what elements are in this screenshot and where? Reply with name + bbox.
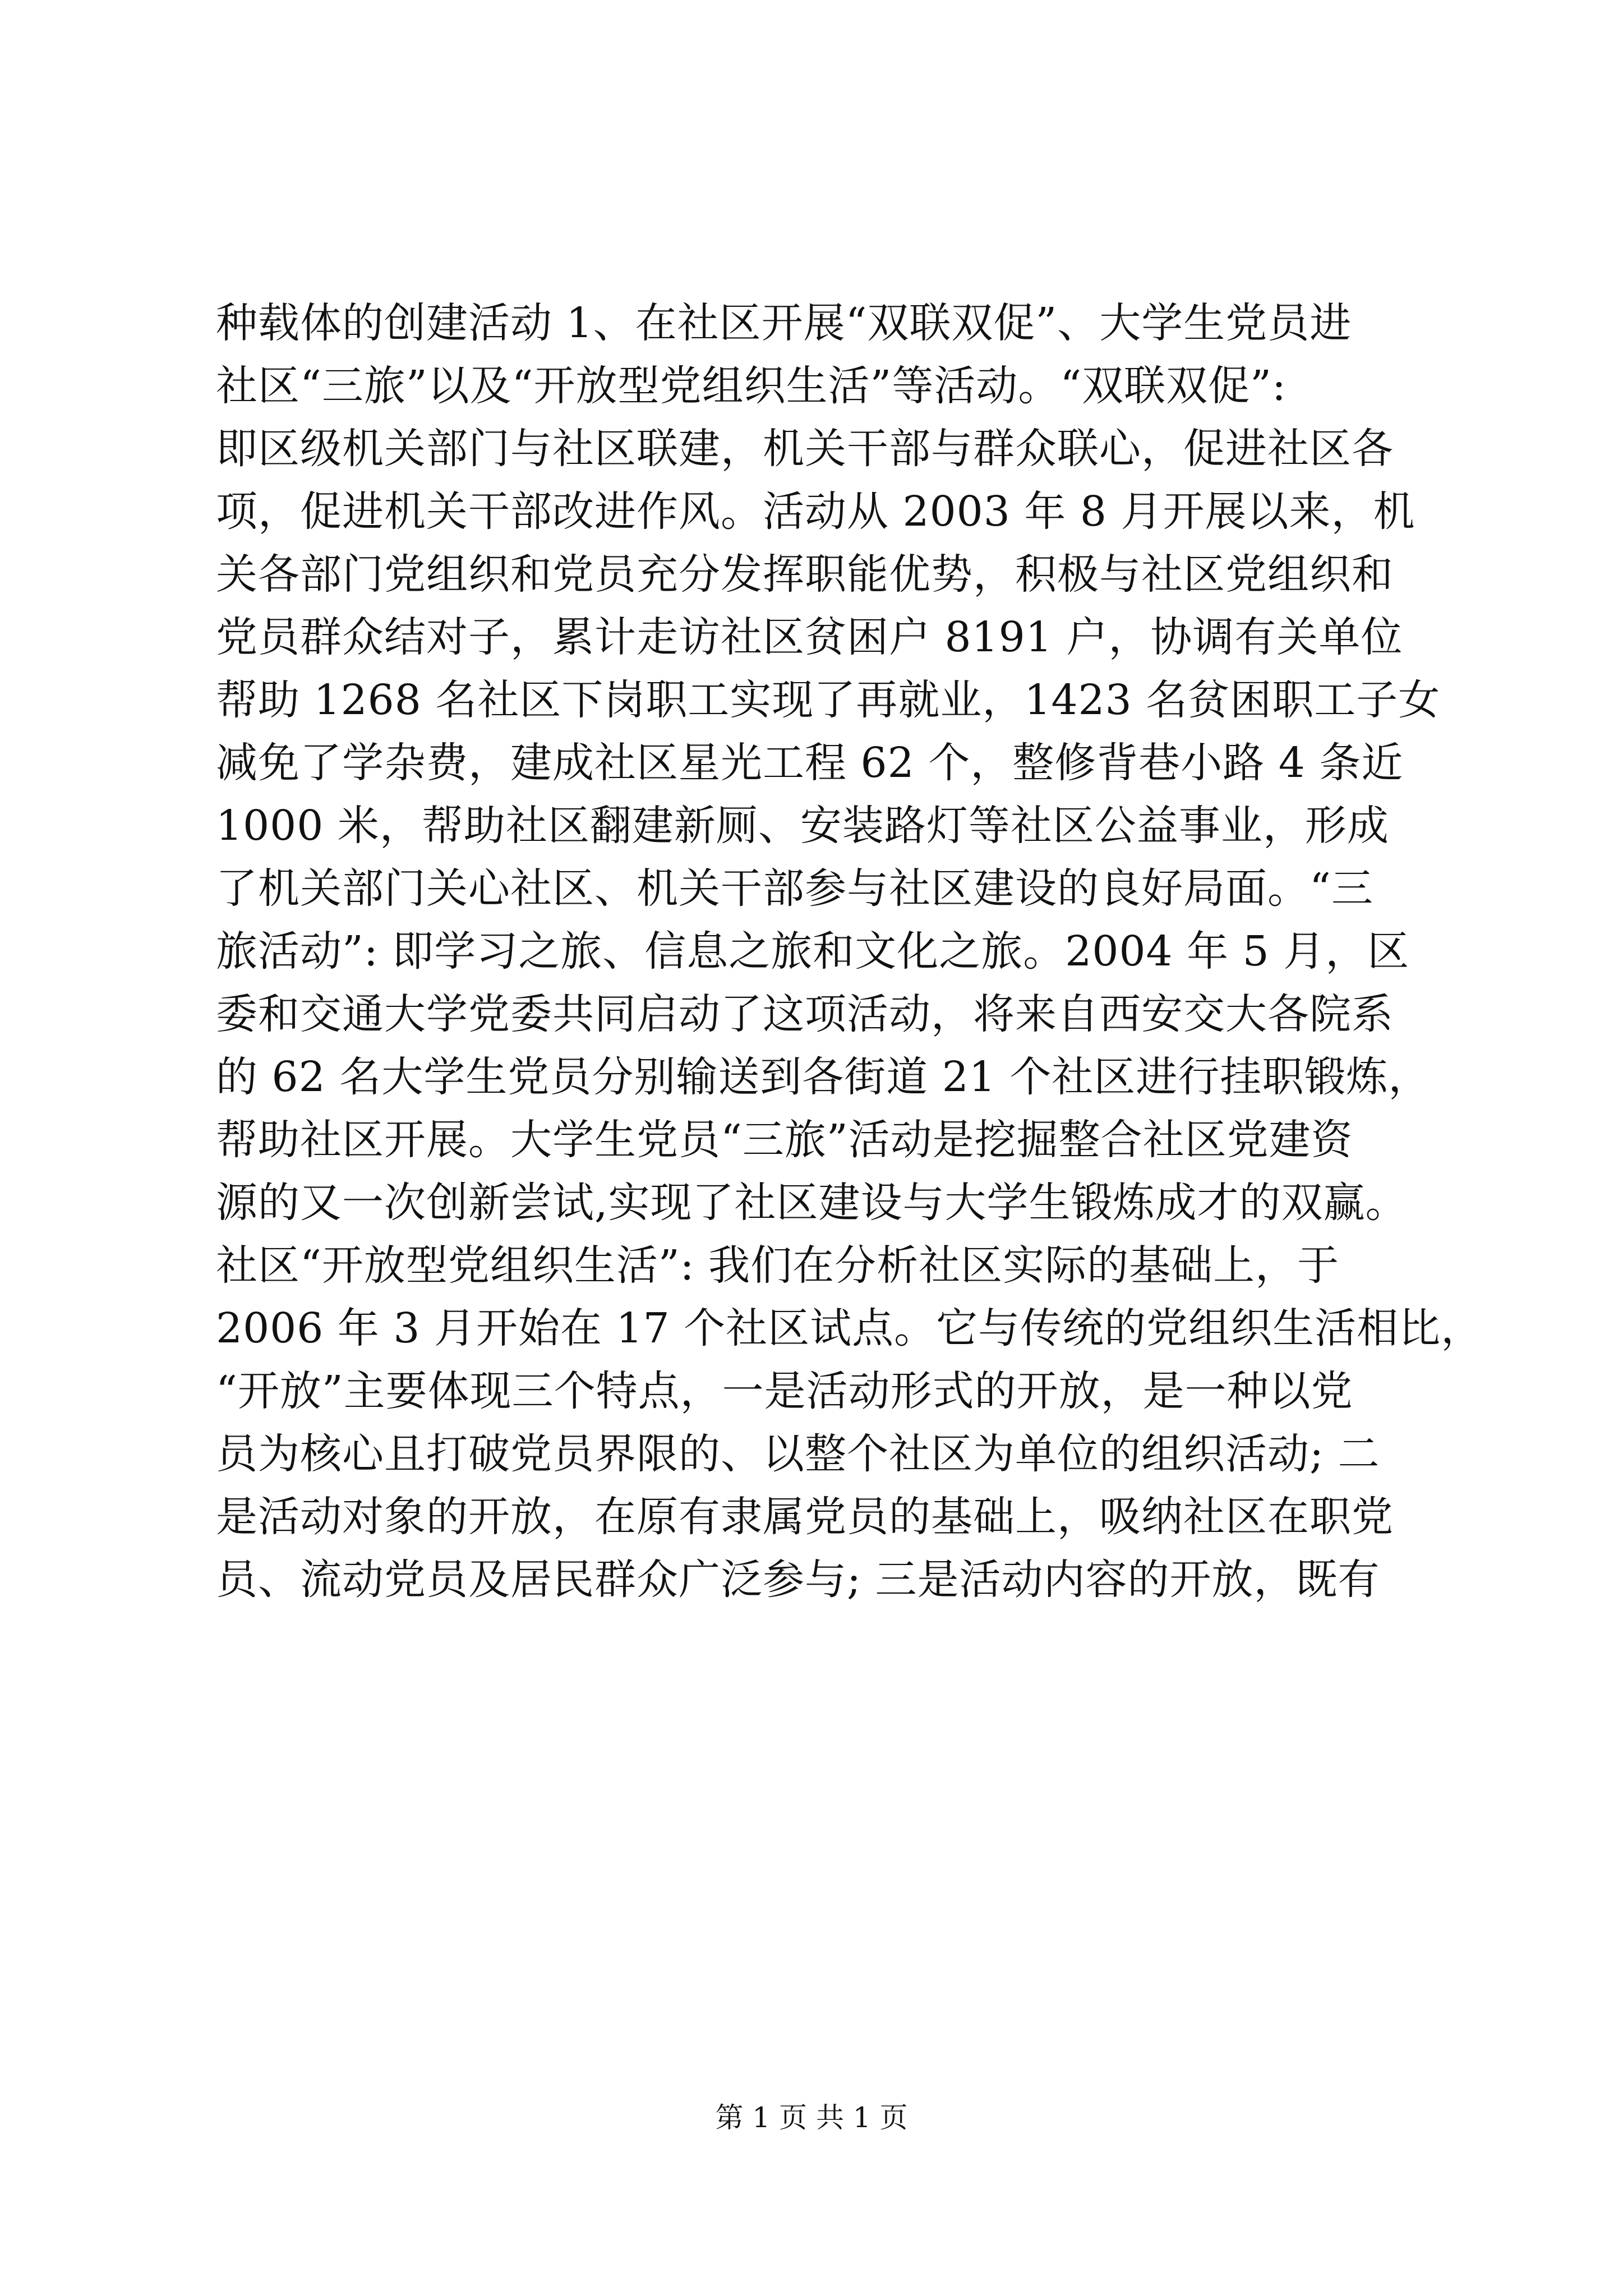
text-line: 旅活动”: 即学习之旅、信息之旅和文化之旅。2004 年 5 月，区 xyxy=(216,927,1410,976)
text-line: 减免了学杂费，建成社区星光工程 62 个，整修背巷小路 4 条近 xyxy=(216,739,1404,787)
text-line: 即区级机关部门与社区联建，机关干部与群众联心，促进社区各 xyxy=(216,425,1394,473)
text-line: 2006 年 3 月开始在 17 个社区试点。它与传统的党组织生活相比， xyxy=(216,1304,1483,1352)
page-number-footer: 第 1 页 共 1 页 xyxy=(715,2101,908,2134)
text-line: 种载体的创建活动 1、在社区开展“双联双促”、大学生党员进 xyxy=(216,299,1352,347)
text-line: 1000 米，帮助社区翻建新厕、安装路灯等社区公益事业，形成 xyxy=(216,802,1389,850)
text-line: 帮助社区开展。大学生党员“三旅”活动是挖掘整合社区党建资 xyxy=(216,1116,1353,1164)
text-line: 了机关部门关心社区、机关干部参与社区建设的良好局面。“三 xyxy=(216,864,1373,913)
text-line: 员、流动党员及居民群众广泛参与; 三是活动内容的开放，既有 xyxy=(216,1556,1380,1604)
text-line: 社区“三旅”以及“开放型党组织生活”等活动。“双联双促”: xyxy=(216,362,1287,410)
text-line: 员为核心且打破党员界限的、以整个社区为单位的组织活动; 二 xyxy=(216,1430,1380,1478)
text-line: 党员群众结对子，累计走访社区贫困户 8191 户，协调有关单位 xyxy=(216,613,1403,661)
body-text xyxy=(216,292,1483,1611)
text-line: 委和交通大学党委共同启动了这项活动，将来自西安交大各院系 xyxy=(216,990,1394,1038)
text-line: 项，促进机关干部改进作风。活动从 2003 年 8 月开展以来，机 xyxy=(216,487,1415,536)
text-line: 关各部门党组织和党员充分发挥职能优势，积极与社区党组织和 xyxy=(216,550,1394,599)
text-line: 的 62 名大学生党员分别输送到各街道 21 个社区进行挂职锻炼， xyxy=(216,1053,1431,1101)
text-line: 社区“开放型党组织生活”: 我们在分析社区实际的基础上，于 xyxy=(216,1241,1340,1290)
text-line: “开放”主要体现三个特点，一是活动形式的开放，是一种以党 xyxy=(216,1367,1353,1415)
text-line: 源的又一次创新尝试,实现了社区建设与大学生锻炼成才的双赢。 xyxy=(216,1179,1408,1227)
text-line: 帮助 1268 名社区下岗职工实现了再就业，1423 名贫困职工子女 xyxy=(216,676,1441,724)
text-line: 是活动对象的开放，在原有隶属党员的基础上，吸纳社区在职党 xyxy=(216,1493,1394,1541)
